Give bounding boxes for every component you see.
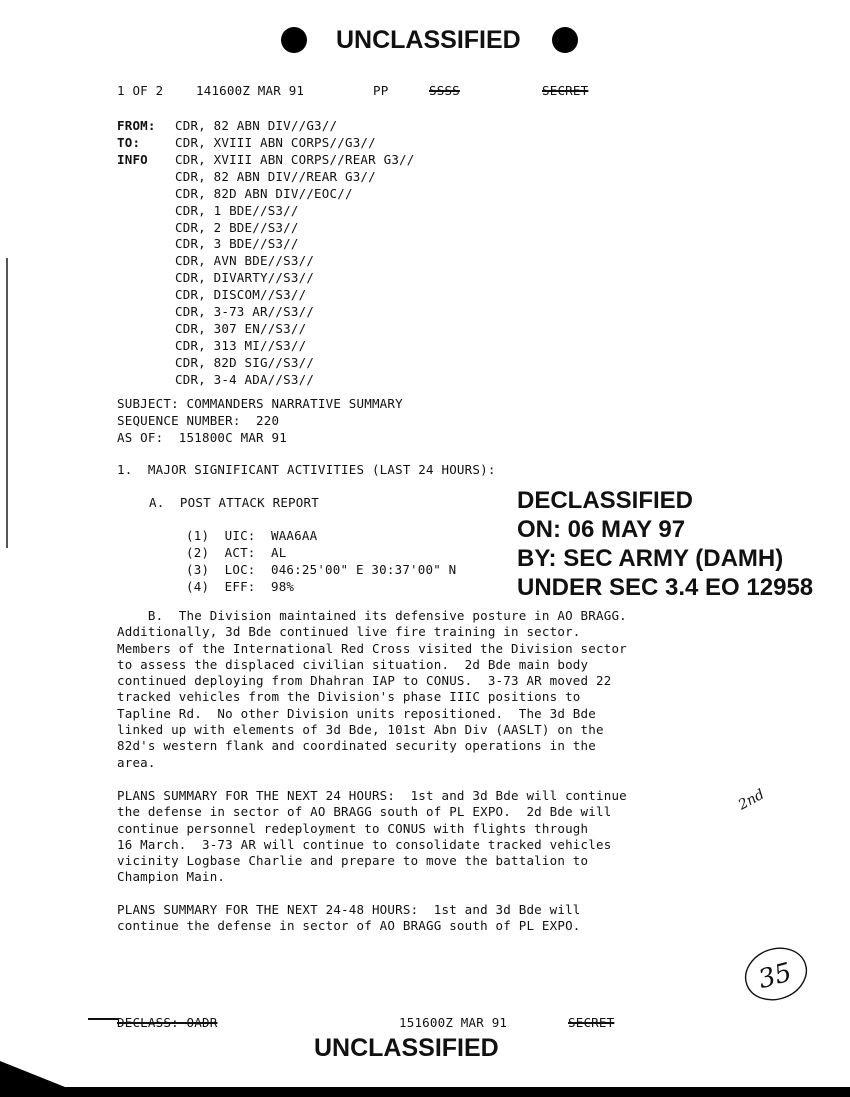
info-item: CDR, 1 BDE//S3// [175,202,299,218]
scan-edge-line [6,258,8,548]
paragraph-line: 82d's western flank and coordinated security operations in the [117,738,596,754]
post-attack-item: (3) LOC: 046:25'00" E 30:37'00" N [186,561,457,577]
declass-line: DECLASSIFIED [517,487,694,514]
plans-24-48-hours [117,902,581,935]
paragraph-line: 16 March. 3-73 AR will continue to consolidate tracked vehicles [117,836,612,852]
footer-dash-mark [88,1018,118,1020]
post-attack-item: (1) UIC: WAA6AA [186,528,318,543]
paragraph-line: B. The Division maintained its defensive posture in AO BRAGG. [117,608,627,623]
info-list [175,152,415,388]
paragraph-line: to assess the displaced civilian situation. 2d Bde main body [117,656,589,672]
section-heading: 1. MAJOR SIGNIFICANT ACTIVITIES (LAST 24 HOURS): [117,462,496,477]
info-item: CDR, DIVARTY//S3// [175,270,315,286]
classification-banner-top: UNCLASSIFIED [336,26,521,54]
plans-24-hours [117,788,627,886]
footer-dtg: 151600Z MAR 91 [399,1015,508,1030]
handwritten-note: 2nd [735,786,768,814]
info-item: CDR, 2 BDE//S3// [175,219,299,235]
declass-line: BY: SEC ARMY (DAMH) [517,545,784,572]
paragraph-line: vicinity Logbase Charlie and prepare to move the battalion to [117,853,589,869]
post-attack-items [186,528,456,596]
info-item: CDR, 82D SIG//S3// [175,354,315,370]
header-precedence: PP [373,83,389,98]
circled-page-number: 35 [755,957,795,996]
info-item: CDR, 3 BDE//S3// [175,236,299,252]
info-item: CDR, 3-73 AR//S3// [175,304,315,320]
footer-struck-classification: SECRET [568,1015,615,1030]
scan-bottom-bar [0,1087,850,1097]
paragraph-line: continue personnel redeployment to CONUS with flights through [117,820,589,836]
info-label: INFO [117,152,148,167]
paragraph-line: tracked vehicles from the Division's phase IIIC positions to [117,689,581,705]
info-item: CDR, 3-4 ADA//S3// [175,371,315,387]
paragraph-line: Additionally, 3d Bde continued live fire training in sector. [117,624,581,640]
paragraph-line: the defense in sector of AO BRAGG south of PL EXPO. 2d Bde will [117,804,612,820]
page-indicator: 1 OF 2 [117,83,164,98]
subject-line: SUBJECT: COMMANDERS NARRATIVE SUMMARY [117,396,403,411]
as-of-line: AS OF: 151800C MAR 91 [117,430,287,445]
declass-line: UNDER SEC 3.4 EO 12958 [517,574,814,601]
circled-page-number-mark [742,944,812,1004]
to-label: TO: [117,135,141,150]
post-attack-item: (2) ACT: AL [186,544,287,560]
info-item: CDR, 313 MI//S3// [175,337,307,353]
sequence-number: SEQUENCE NUMBER: 220 [117,413,280,428]
post-attack-heading: A. POST ATTACK REPORT [149,495,319,510]
paragraph-b [117,608,627,771]
from-label: FROM: [117,118,156,133]
paragraph-line: Members of the International Red Cross visited the Division sector [117,640,627,656]
paragraph-line: continue the defense in sector of AO BRAGG south of PL EXPO. [117,918,581,934]
classification-dot-left [281,27,307,53]
classification-banner-bottom: UNCLASSIFIED [314,1034,499,1062]
declassification-stamp [517,486,813,602]
paragraph-line: Tapline Rd. No other Division units repositioned. The 3d Bde [117,705,596,721]
post-attack-item: (4) EFF: 98% [186,578,295,594]
info-item: CDR, AVN BDE//S3// [175,253,315,269]
paragraph-line: area. [117,754,156,770]
declass-line: ON: 06 MAY 97 [517,516,686,543]
paragraph-line: PLANS SUMMARY FOR THE NEXT 24 HOURS: 1st and 3d Bde will continue [117,788,627,803]
paragraph-line: Champion Main. [117,869,226,885]
info-item: CDR, DISCOM//S3// [175,287,307,303]
info-item: CDR, 82 ABN DIV//REAR G3// [175,168,376,184]
paragraph-line: linked up with elements of 3d Bde, 101st Abn Div (AASLT) on the [117,722,604,738]
info-item: CDR, 307 EN//S3// [175,320,307,336]
header-struck-classification: SECRET [542,83,589,98]
classification-dot-right [552,27,578,53]
footer-struck-declass: DECLASS: OADR [117,1015,218,1030]
info-item: CDR, XVIII ABN CORPS//REAR G3// [175,152,415,167]
paragraph-line: continued deploying from Dhahran IAP to CONUS. 3-73 AR moved 22 [117,673,612,689]
from-value: CDR, 82 ABN DIV//G3// [175,118,338,133]
header-dtg: 141600Z MAR 91 [196,83,305,98]
info-item: CDR, 82D ABN DIV//EOC// [175,185,353,201]
to-value: CDR, XVIII ABN CORPS//G3// [175,135,376,150]
header-struck-code: SSSS [429,83,460,98]
paragraph-line: PLANS SUMMARY FOR THE NEXT 24-48 HOURS: 1st and 3d Bde will [117,902,581,917]
